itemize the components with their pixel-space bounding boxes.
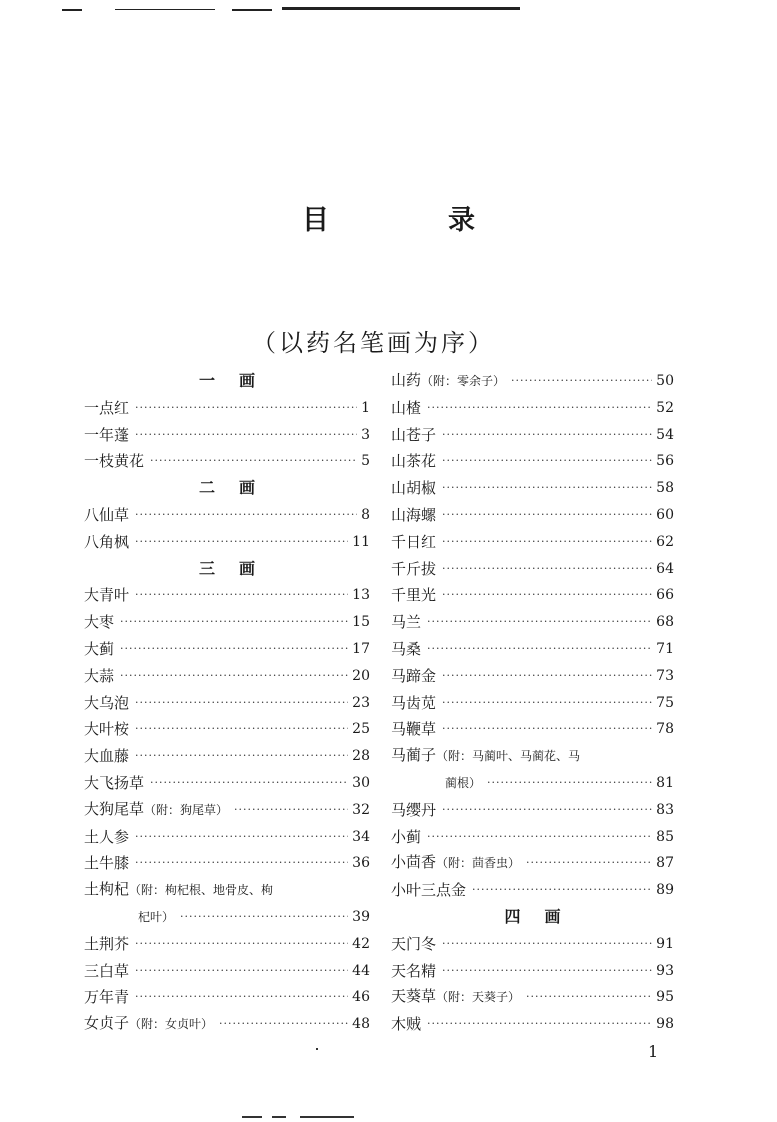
- entry-name: 马齿苋: [391, 693, 437, 712]
- toc-entry: [391, 958, 674, 985]
- entry-name: 山胡椒: [391, 479, 437, 498]
- entry-page: 89: [656, 882, 674, 899]
- entry-name: 山海螺: [391, 505, 437, 524]
- entry-name: 大狗尾草（附：狗尾草）: [84, 799, 229, 818]
- entry-page: 87: [656, 855, 674, 872]
- entry-page: 15: [352, 614, 370, 631]
- section-heading: 一画: [198, 371, 279, 390]
- entry-page: 60: [656, 506, 674, 523]
- entry-name: 大飞扬草: [84, 773, 145, 792]
- toc-entry: [391, 716, 674, 743]
- entry-name: 山苍子: [391, 425, 437, 444]
- entry-name: 女贞子（附：女贞叶）: [84, 1014, 214, 1033]
- page-number: 1: [648, 1042, 659, 1061]
- entry-name: 三白草: [84, 961, 130, 980]
- entry-note: （附：女贞叶）: [129, 1017, 214, 1032]
- toc-entry: [84, 984, 370, 1011]
- entry-name: 山楂: [391, 398, 422, 417]
- toc-entry: [391, 368, 674, 395]
- entry-name: 大枣: [84, 613, 115, 632]
- entry-name: 小茴香（附：茴香虫）: [391, 853, 521, 872]
- entry-page: 32: [352, 801, 370, 818]
- dot-leader: [180, 904, 348, 931]
- entry-page: 39: [352, 908, 370, 925]
- toc-entry: [391, 582, 674, 609]
- toc-entry: [84, 1011, 370, 1038]
- entry-note-continued: 杞叶）: [138, 909, 175, 924]
- entry-page: 91: [656, 935, 674, 952]
- section-heading: 二画: [198, 478, 279, 498]
- entry-name: 大蒜: [84, 666, 115, 685]
- entry-page: 93: [656, 962, 674, 979]
- entry-page: 62: [656, 533, 674, 550]
- entry-page: 36: [352, 855, 370, 872]
- toc-entry: [84, 582, 370, 609]
- entry-page: 44: [352, 962, 370, 979]
- dot-leader: [135, 395, 357, 422]
- dot-leader: [135, 582, 348, 609]
- entry-name: 马鞭草: [391, 720, 437, 739]
- dot-leader: [427, 609, 652, 636]
- entry-name: 山药（附：零余子）: [391, 371, 506, 389]
- entry-name: 一年蓬: [84, 425, 130, 444]
- entry-page: 42: [352, 935, 370, 952]
- entry-page: 58: [656, 480, 674, 497]
- scan-artifact-top: [115, 9, 215, 10]
- toc-entry: [84, 824, 370, 851]
- entry-page: 64: [656, 560, 674, 577]
- dot-leader: [135, 850, 348, 877]
- entry-name: 千斤拔: [391, 559, 437, 578]
- dot-leader: [442, 448, 652, 475]
- toc-entry: [391, 690, 674, 717]
- dot-leader: [135, 422, 357, 449]
- dot-leader: [234, 797, 348, 824]
- dot-leader: [442, 422, 652, 449]
- scan-artifact-top: [282, 7, 520, 10]
- entry-name: 土枸杞（附：枸杞根、地骨皮、枸: [84, 880, 274, 899]
- entry-page: 71: [656, 640, 674, 657]
- dot-leader: [135, 502, 357, 529]
- toc-left-column: [84, 368, 370, 1038]
- dot-leader: [135, 824, 348, 851]
- entry-note: （附：天葵子）: [436, 990, 521, 1005]
- entry-page: 13: [352, 587, 370, 604]
- entry-name: 马兰: [391, 613, 422, 632]
- toc-right-column: [391, 368, 674, 1038]
- dot-leader: [135, 931, 348, 958]
- dot-leader: [442, 690, 652, 717]
- dot-leader: [442, 529, 652, 556]
- scan-artifact-bottom: [272, 1116, 286, 1118]
- dot-leader: [135, 690, 348, 717]
- entry-note-continued: 蔺根）: [445, 775, 482, 790]
- entry-name: 八仙草: [84, 505, 130, 524]
- entry-page: 66: [656, 587, 674, 604]
- entry-name: 大乌泡: [84, 693, 130, 712]
- entry-page: 34: [352, 828, 370, 845]
- entry-page: 73: [656, 667, 674, 684]
- entry-name: 万年青: [84, 988, 130, 1007]
- entry-page: 1: [361, 399, 370, 416]
- entry-name: 土荆芥: [84, 934, 130, 953]
- dot-leader: [472, 877, 652, 904]
- entry-page: 68: [656, 614, 674, 631]
- dot-leader: [442, 716, 652, 743]
- entry-name: 木贼: [391, 1015, 422, 1034]
- dot-leader: [427, 636, 652, 663]
- toc-entry: [84, 958, 370, 985]
- toc-entry: [84, 529, 370, 556]
- entry-name: 大蓟: [84, 639, 115, 658]
- entry-name: 大血藤: [84, 747, 130, 766]
- toc-entry: [84, 931, 370, 958]
- entry-name: 八角枫: [84, 532, 130, 551]
- entry-name: 天葵草（附：天葵子）: [391, 987, 521, 1006]
- dot-leader: [150, 770, 348, 797]
- speck: [316, 1048, 318, 1050]
- entry-page: 52: [656, 399, 674, 416]
- entry-name: 天门冬: [391, 934, 437, 953]
- toc-entry: [391, 502, 674, 529]
- entry-page: 83: [656, 801, 674, 818]
- entry-name: 千里光: [391, 586, 437, 605]
- toc-entry: [391, 1011, 674, 1038]
- dot-leader: [120, 609, 348, 636]
- entry-page: 98: [656, 1016, 674, 1033]
- dot-leader: [487, 770, 652, 797]
- entry-page: 81: [656, 774, 674, 791]
- toc-entry: [84, 609, 370, 636]
- toc-entry: [391, 663, 674, 690]
- toc-entry: [391, 395, 674, 422]
- toc-entry: [84, 502, 370, 529]
- toc-entry: [391, 475, 674, 502]
- toc-entry-continued: [391, 770, 674, 797]
- entry-page: 48: [352, 1016, 370, 1033]
- section-heading: 三画: [198, 558, 279, 578]
- dot-leader: [442, 931, 652, 958]
- entry-page: 23: [352, 694, 370, 711]
- toc-entry: [84, 636, 370, 663]
- entry-name: 马桑: [391, 639, 422, 658]
- toc-entry: [391, 529, 674, 556]
- entry-page: 5: [361, 453, 370, 470]
- dot-leader: [427, 1011, 652, 1038]
- entry-page: 20: [352, 667, 370, 684]
- entry-page: 17: [352, 640, 370, 657]
- scan-artifact-top: [62, 9, 82, 11]
- dot-leader: [135, 716, 348, 743]
- dot-leader: [120, 636, 348, 663]
- entry-name: 山茶花: [391, 452, 437, 471]
- toc-entry: [391, 743, 674, 770]
- toc-entry: [391, 850, 674, 877]
- entry-name: 小叶三点金: [391, 881, 467, 900]
- dot-leader: [427, 395, 652, 422]
- toc-entry: [84, 716, 370, 743]
- entry-page: 75: [656, 694, 674, 711]
- entry-name: 大叶桉: [84, 720, 130, 739]
- toc-entry: [391, 877, 674, 904]
- entry-name: 马缨丹: [391, 800, 437, 819]
- toc-entry: [391, 609, 674, 636]
- toc-entry: [84, 743, 370, 770]
- toc-entry: [84, 797, 370, 824]
- toc-entry: [391, 797, 674, 824]
- entry-name: 马蹄金: [391, 666, 437, 685]
- page-subtitle: （以药名笔画为序）: [252, 329, 495, 357]
- scan-artifact-top: [232, 9, 272, 11]
- toc-entry: [84, 663, 370, 690]
- entry-page: 50: [656, 373, 674, 389]
- dot-leader: [442, 582, 652, 609]
- dot-leader: [135, 984, 348, 1011]
- dot-leader: [135, 743, 348, 770]
- entry-page: 25: [352, 721, 370, 738]
- entry-note: （附：茴香虫）: [436, 856, 521, 871]
- toc-entry: [391, 824, 674, 851]
- toc-entry: [391, 448, 674, 475]
- entry-name: 一点红: [84, 398, 130, 417]
- entry-page: 8: [361, 506, 370, 523]
- entry-note: （附：马蔺叶、马蔺花、马: [436, 749, 581, 764]
- dot-leader: [442, 797, 652, 824]
- dot-leader: [526, 984, 652, 1011]
- dot-leader: [219, 1011, 348, 1038]
- entry-page: 11: [352, 533, 370, 550]
- entry-name: 千日红: [391, 532, 437, 551]
- entry-name: 土牛膝: [84, 854, 130, 873]
- entry-page: 46: [352, 989, 370, 1006]
- toc-entry: [391, 931, 674, 958]
- toc-entry: [84, 422, 370, 449]
- entry-page: 3: [361, 426, 370, 443]
- entry-name: 大青叶: [84, 586, 130, 605]
- entry-page: 78: [656, 721, 674, 738]
- section-heading: 四画: [504, 906, 585, 926]
- entry-name: 一枝黄花: [84, 452, 145, 471]
- toc-entry-continued: [84, 904, 370, 931]
- dot-leader: [442, 475, 652, 502]
- dot-leader: [135, 529, 348, 556]
- dot-leader: [442, 663, 652, 690]
- toc-entry: [84, 448, 370, 475]
- toc-entry: [391, 636, 674, 663]
- dot-leader: [135, 958, 348, 985]
- dot-leader: [442, 556, 652, 583]
- toc-entry: [391, 556, 674, 583]
- scan-artifact-bottom: [300, 1116, 354, 1118]
- entry-name: 小蓟: [391, 827, 422, 846]
- entry-name: 马蔺子（附：马蔺叶、马蔺花、马: [391, 746, 581, 765]
- entry-note: （附：狗尾草）: [144, 802, 229, 817]
- toc-entry: [84, 850, 370, 877]
- entry-note: （附：零余子）: [421, 374, 506, 388]
- entry-page: 56: [656, 453, 674, 470]
- entry-page: 28: [352, 748, 370, 765]
- dot-leader: [427, 824, 652, 851]
- toc-entry: [84, 770, 370, 797]
- dot-leader: [511, 368, 652, 395]
- entry-name: 天名精: [391, 961, 437, 980]
- entry-page: 85: [656, 828, 674, 845]
- dot-leader: [526, 850, 652, 877]
- entry-note: （附：枸杞根、地骨皮、枸: [129, 883, 274, 898]
- toc-entry: [391, 984, 674, 1011]
- dot-leader: [442, 958, 652, 985]
- entry-page: 30: [352, 774, 370, 791]
- scan-artifact-bottom: [242, 1116, 262, 1118]
- entry-name: 土人参: [84, 827, 130, 846]
- toc-entry: [84, 395, 370, 422]
- toc-entry: [391, 422, 674, 449]
- entry-page: 54: [656, 426, 674, 443]
- dot-leader: [150, 448, 357, 475]
- entry-page: 95: [656, 989, 674, 1006]
- dot-leader: [120, 663, 348, 690]
- toc-entry: [84, 690, 370, 717]
- page-title: 目 录: [302, 205, 521, 236]
- dot-leader: [442, 502, 652, 529]
- toc-entry: [84, 877, 370, 904]
